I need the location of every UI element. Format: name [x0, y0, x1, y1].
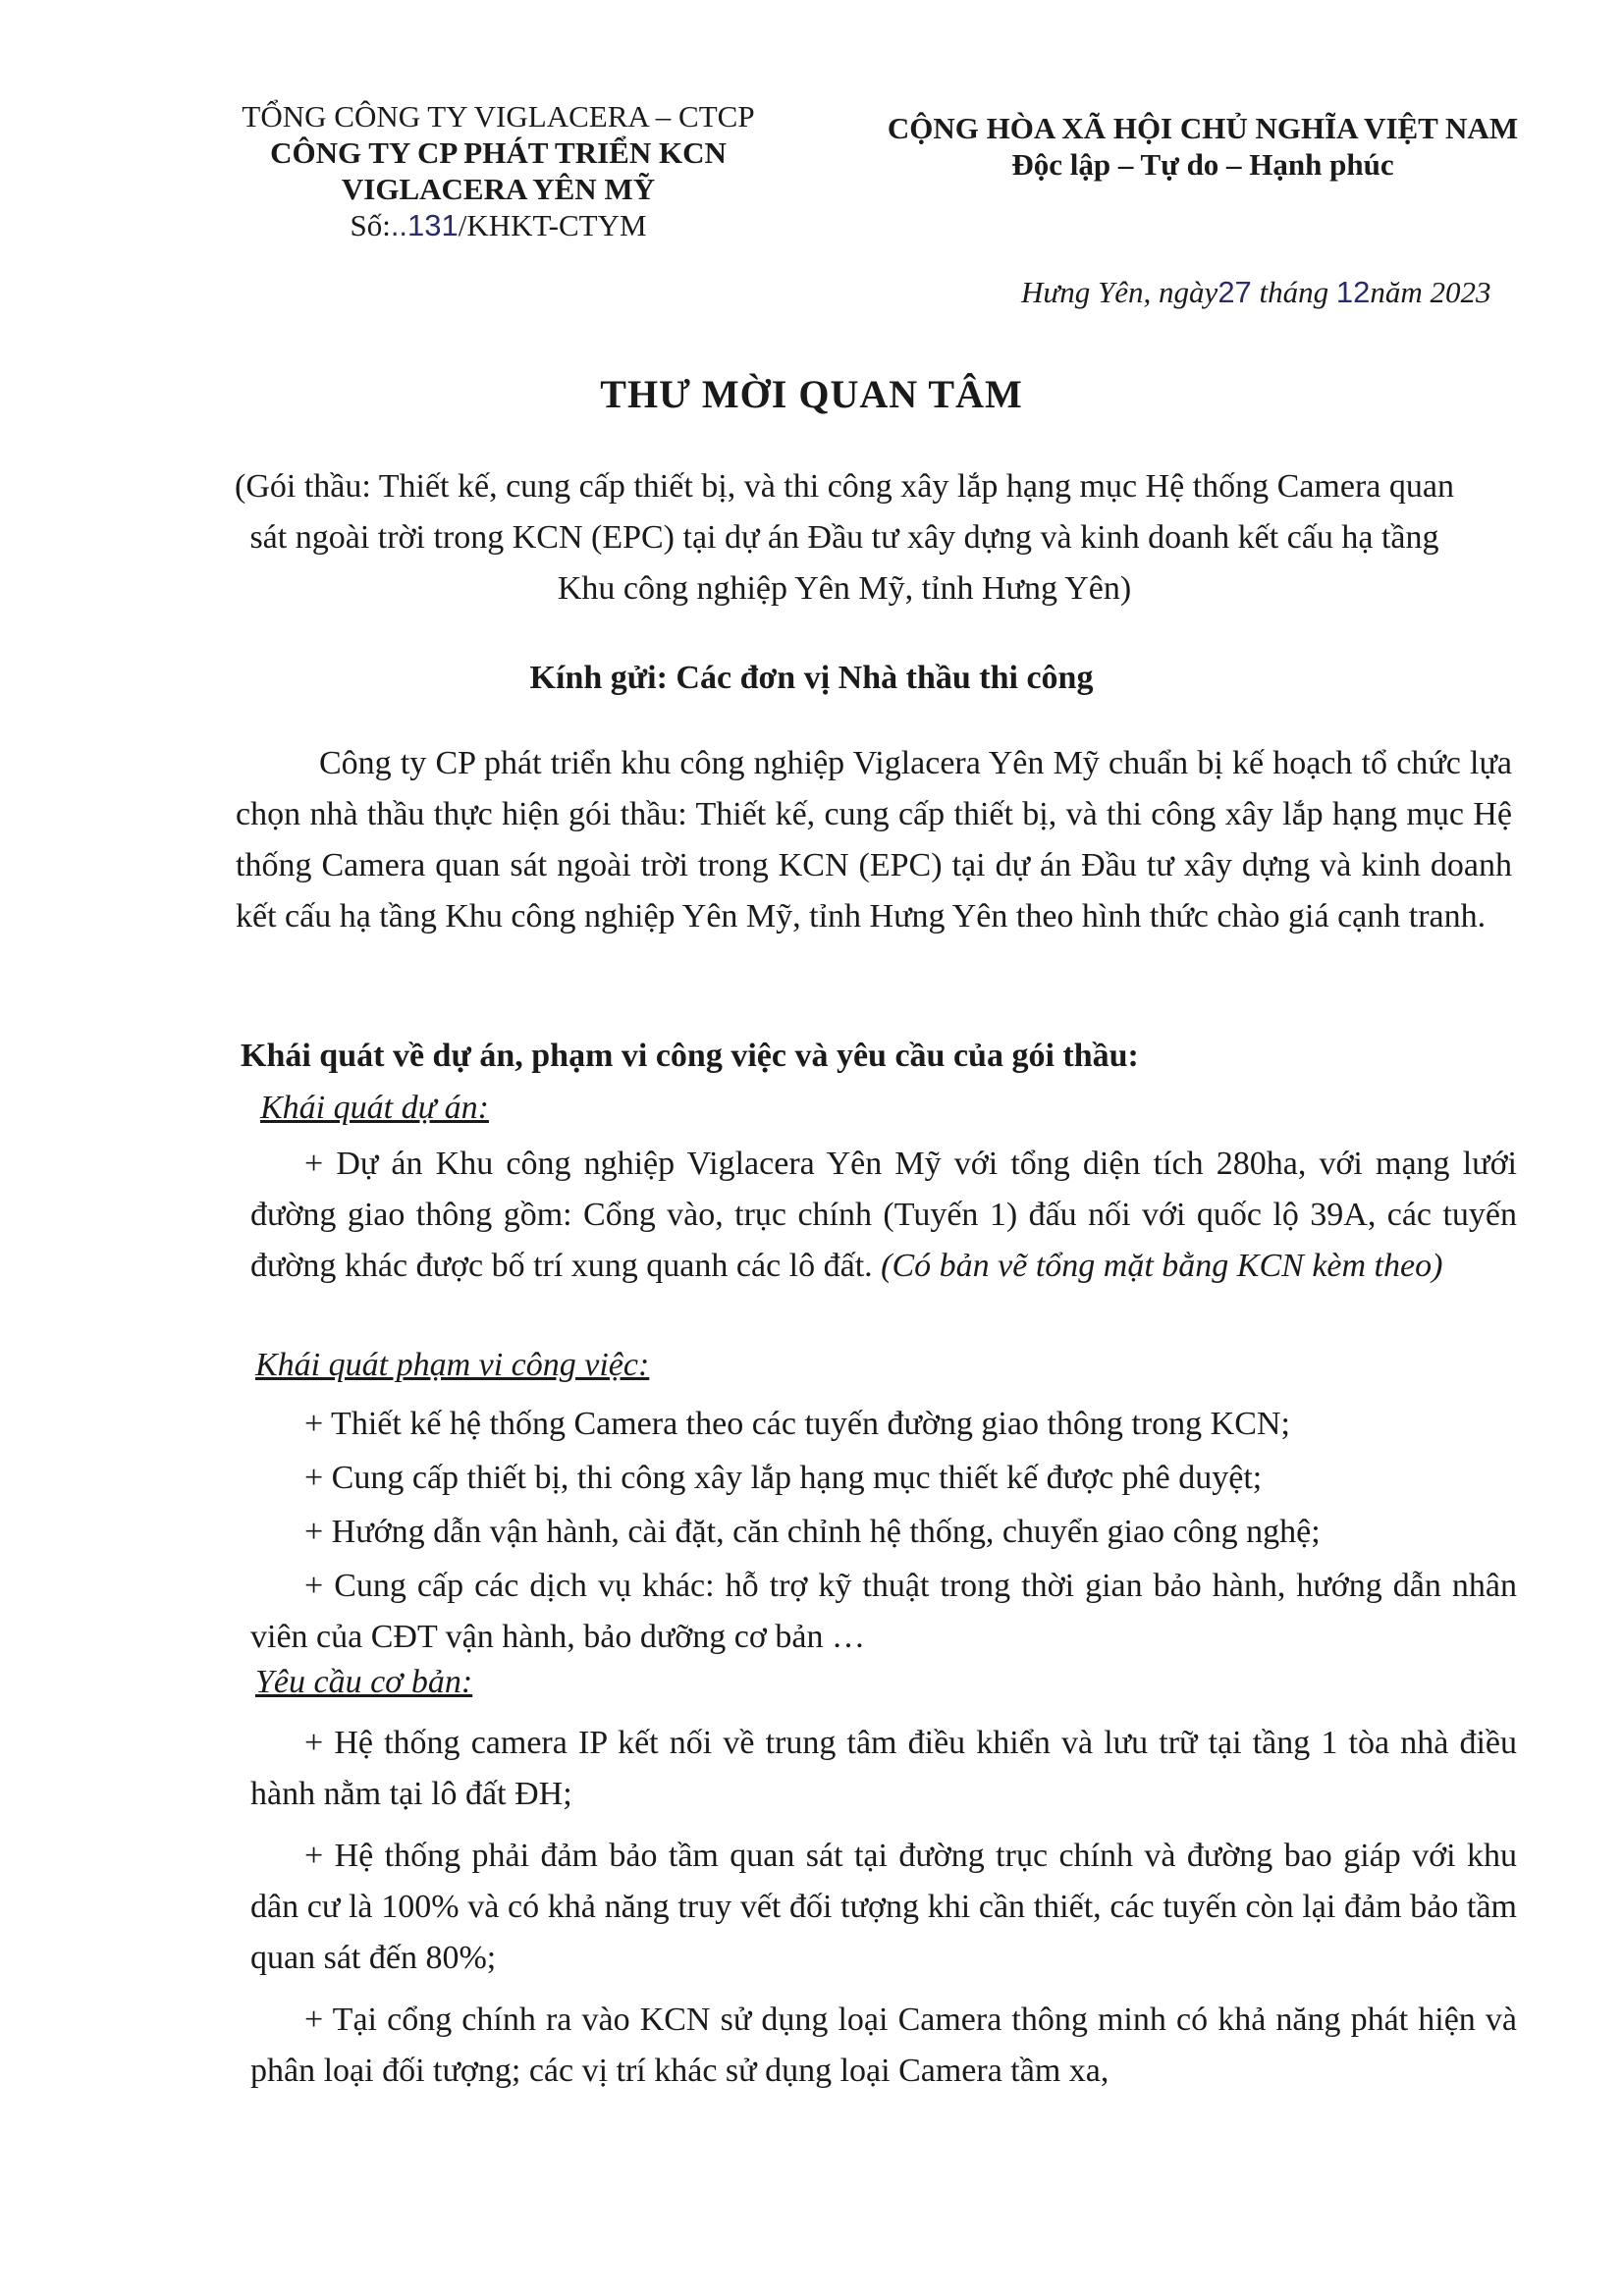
project-overview-text: + Dự án Khu công nghiệp Viglacera Yên Mỹ với tổng diện tích 280ha, với mạng lưới đường giao thông gồm: Cổng vào, trục chính (Tuyến 1) đấu nối với quốc lộ 39A, các tuyến đường khác được bố trí xung quanh các lô đất.	[250, 1146, 1517, 1284]
doc-number-handwritten: ..131	[390, 208, 459, 242]
section-heading: Khái quát về dự án, phạm vi công việc và yêu cầu của gói thầu:	[241, 1038, 1139, 1074]
doc-number-suffix: /KHKT-CTYM	[458, 208, 647, 242]
document-date	[1021, 275, 1491, 310]
national-motto: Độc lập – Tự do – Hạnh phúc	[1011, 147, 1394, 182]
doc-number-prefix: Số:	[350, 208, 391, 242]
national-title: CỘNG HÒA XÃ HỘI CHỦ NGHĨA VIỆT NAM	[887, 111, 1519, 145]
requirement-item: + Hệ thống phải đảm bảo tầm quan sát tại đường trục chính và đường bao giáp với khu dân cư là 100% và có khả năng truy vết đối tượng khi cần thiết, các tuyến còn lại đảm bảo tầm quan sát đến 80%;	[250, 1838, 1517, 1976]
salutation: Kính gửi: Các đơn vị Nhà thầu thi công	[529, 660, 1094, 696]
document-number	[172, 207, 825, 243]
date-suffix: năm 2023	[1370, 275, 1491, 309]
project-overview-heading: Khái quát dự án:	[260, 1090, 489, 1126]
project-overview-note: (Có bản vẽ tổng mặt bằng KCN kèm theo)	[881, 1248, 1443, 1284]
scope-heading: Khái quát phạm vi công việc:	[255, 1347, 650, 1383]
scope-item: + Cung cấp các dịch vụ khác: hỗ trợ kỹ thuật trong thời gian bảo hành, hướng dẫn nhân viên của CĐT vận hành, bảo dưỡng cơ bản …	[250, 1568, 1517, 1655]
project-overview-item	[250, 1139, 1517, 1292]
scope-item: + Thiết kế hệ thống Camera theo các tuyến đường giao thông trong KCN;	[304, 1406, 1290, 1442]
document-subtitle: (Gói thầu: Thiết kế, cung cấp thiết bị, và thi công xây lắp hạng mục Hệ thống Camera quan sát ngoài trời trong KCN (EPC) tại dự án Đầu tư xây dựng và kinh doanh kết cấu hạ tầng Khu công nghiệp Yên Mỹ, tỉnh Hưng Yên)	[235, 468, 1454, 607]
requirement-item: + Tại cổng chính ra vào KCN sử dụng loại Camera thông minh có khả năng phát hiện và phân loại đối tượng; các vị trí khác sử dụng loại Camera tầm xa,	[250, 2002, 1517, 2089]
parent-company-name: TỔNG CÔNG TY VIGLACERA – CTCP	[242, 99, 755, 133]
date-prefix: Hưng Yên, ngày	[1021, 275, 1218, 309]
document-title: THƯ MỜI QUAN TÂM	[600, 372, 1023, 416]
intro-paragraph: Công ty CP phát triển khu công nghiệp Viglacera Yên Mỹ chuẩn bị kế hoạch tổ chức lựa chọn nhà thầu thực hiện gói thầu: Thiết kế, cung cấp thiết bị, và thi công xây lắp hạng mục Hệ thống Camera quan sát ngoài trời trong KCN (EPC) tại dự án Đầu tư xây dựng và kinh doanh kết cấu hạ tầng Khu công nghiệp Yên Mỹ, tỉnh Hưng Yên theo hình thức chào giá cạnh tranh.	[236, 745, 1512, 934]
requirements-heading: Yêu cầu cơ bản:	[255, 1664, 473, 1700]
company-name-line1: CÔNG TY CP PHÁT TRIỂN KCN	[270, 135, 727, 170]
requirement-item: + Hệ thống camera IP kết nối về trung tâm điều khiển và lưu trữ tại tầng 1 tòa nhà điều hành nằm tại lô đất ĐH;	[250, 1725, 1517, 1812]
date-day: 27	[1217, 275, 1252, 309]
scope-item: + Cung cấp thiết bị, thi công xây lắp hạng mục thiết kế được phê duyệt;	[304, 1460, 1263, 1496]
national-header	[839, 110, 1566, 183]
scope-item: + Hướng dẫn vận hành, cài đặt, căn chỉnh hệ thống, chuyển giao công nghệ;	[304, 1514, 1321, 1550]
date-middle: tháng	[1259, 275, 1329, 309]
date-month: 12	[1335, 275, 1371, 309]
issuer-header	[172, 98, 825, 243]
company-name-line2: VIGLACERA YÊN MỸ	[341, 172, 656, 206]
